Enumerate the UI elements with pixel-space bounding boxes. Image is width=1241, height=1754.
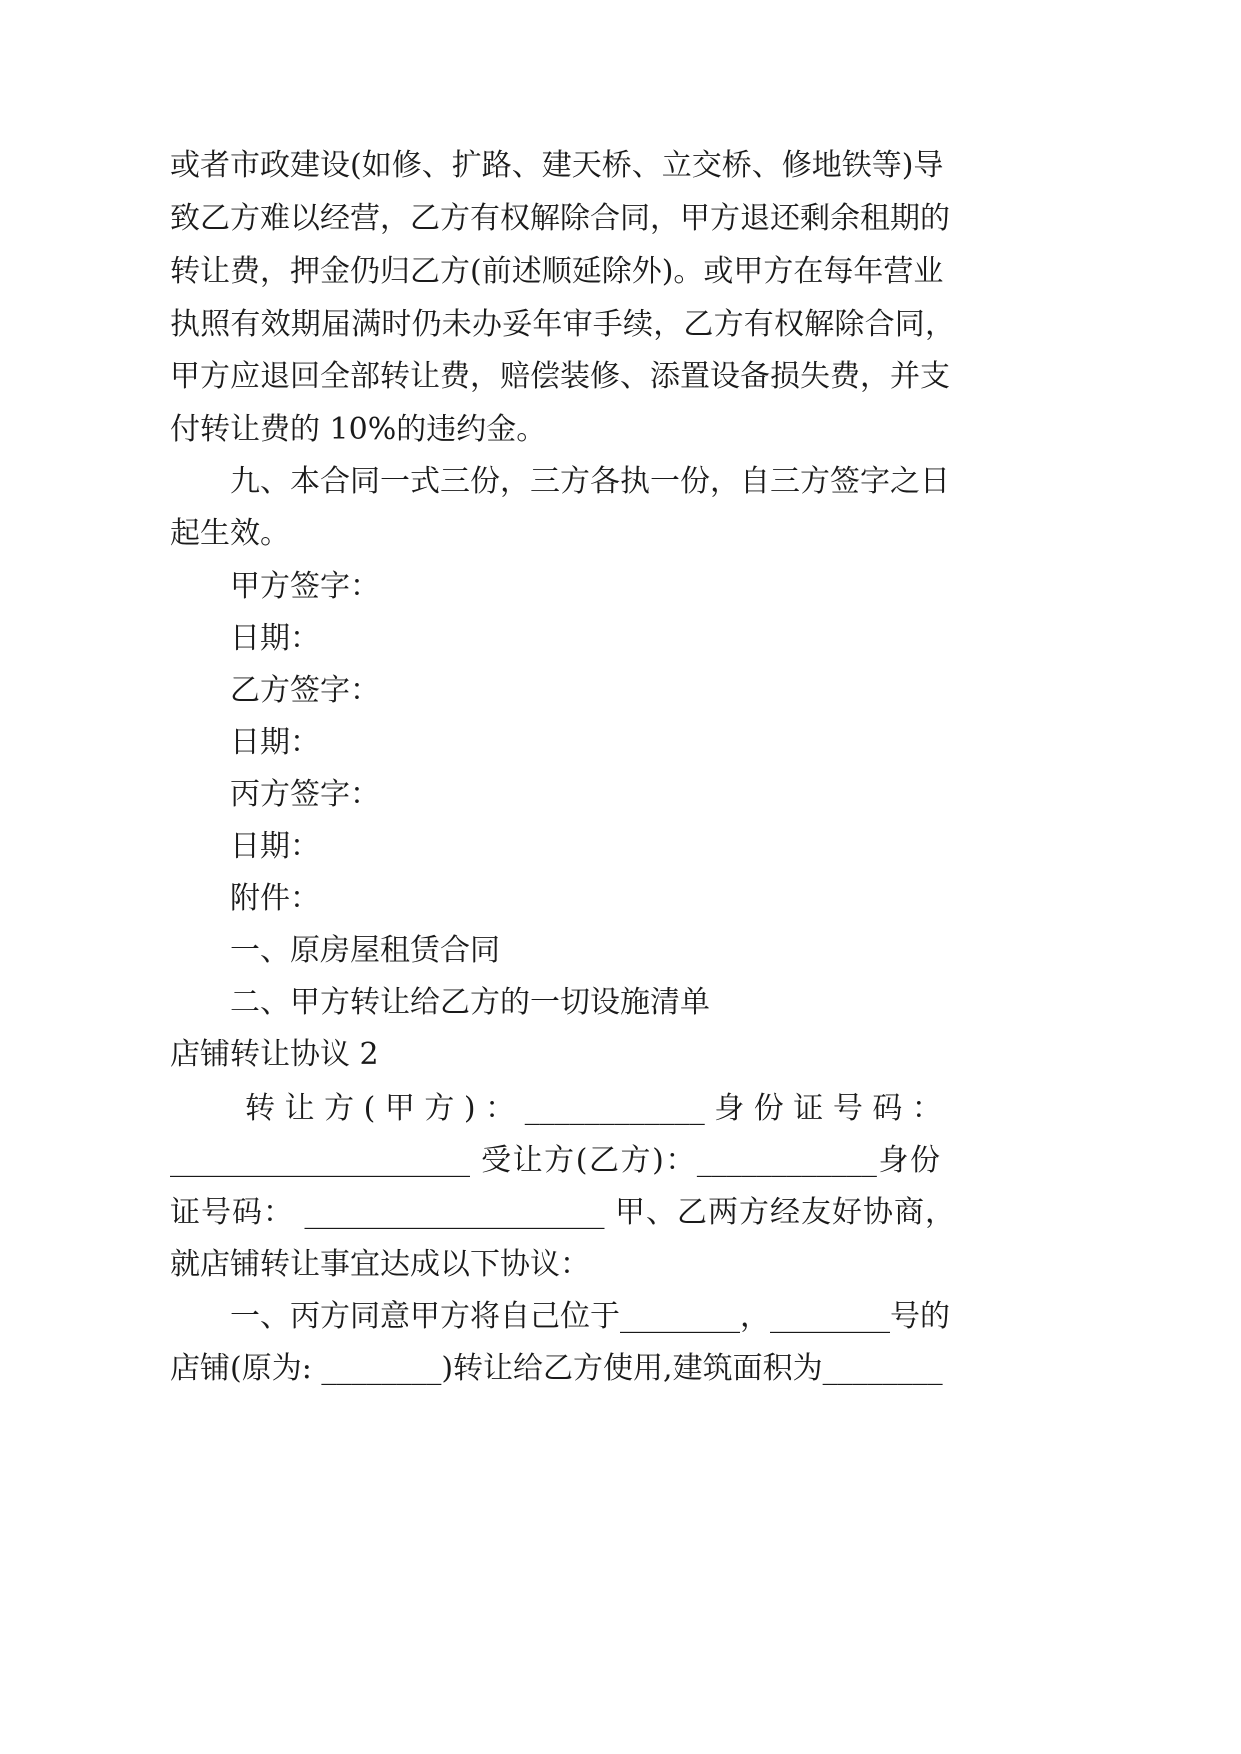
body-text-line: 转让费，押金仍归乙方(前述顺延除外)。或甲方在每年营业 [170, 254, 944, 289]
party-b-signature-label: 乙方签字： [230, 673, 380, 708]
body-text-line: 就店铺转让事宜达成以下协议： [170, 1247, 590, 1282]
party-a-signature-label: 甲方签字： [230, 569, 380, 604]
party-a-date-label: 日期： [230, 621, 320, 656]
party-b-date-label: 日期： [230, 725, 320, 760]
body-text-line: 一、丙方同意甲方将自己位于________，________号的 [230, 1299, 950, 1334]
body-text-line: 甲方应退回全部转让费，赔偿装修、添置设备损失费，并支 [170, 359, 950, 394]
attachment-item: 二、甲方转让给乙方的一切设施清单 [230, 985, 710, 1020]
attachment-item: 一、原房屋租赁合同 [230, 933, 500, 968]
body-text-line: 店铺(原为: ________)转让给乙方使用,建筑面积为________ [170, 1351, 943, 1386]
body-text-line: ____________________ 受让方(乙方)：____________身份 [170, 1143, 940, 1178]
attachments-label: 附件： [230, 881, 320, 916]
section-heading: 店铺转让协议 2 [170, 1037, 379, 1072]
body-text-line: 付转让费的 10%的违约金。 [170, 412, 547, 447]
party-c-date-label: 日期： [230, 829, 320, 864]
body-text-line: 致乙方难以经营，乙方有权解除合同，甲方退还剩余租期的 [170, 201, 950, 236]
body-text-line: 证号码： ____________________ 甲、乙两方经友好协商， [170, 1195, 955, 1230]
party-c-signature-label: 丙方签字： [230, 777, 380, 812]
body-text-line: 执照有效期届满时仍未办妥年审手续，乙方有权解除合同， [170, 307, 955, 342]
body-text-line: 转 让 方 ( 甲 方 ) ： ____________ 身 份 证 号 码 ： [245, 1091, 942, 1126]
body-text-line: 或者市政建设(如修、扩路、建天桥、立交桥、修地铁等)导 [170, 148, 944, 183]
clause-nine-line: 九、本合同一式三份，三方各执一份，自三方签字之日 [230, 464, 950, 499]
clause-nine-line: 起生效。 [170, 516, 290, 551]
